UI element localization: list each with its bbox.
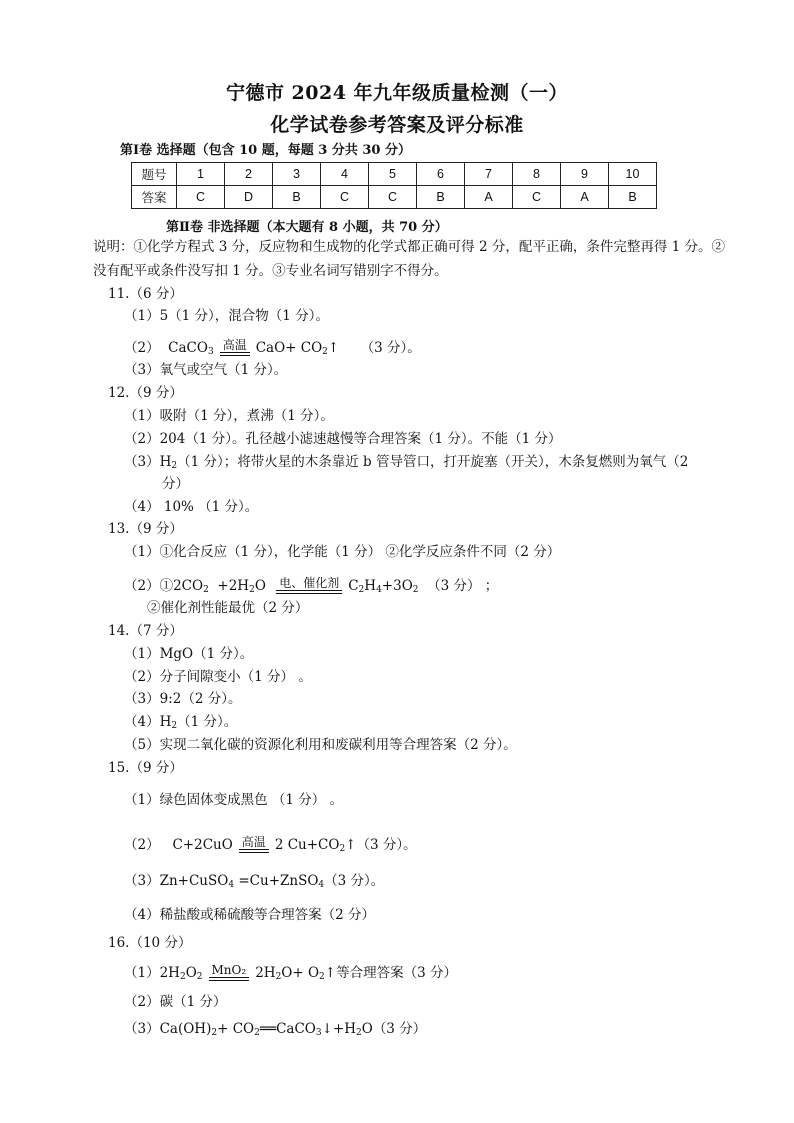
answer-score: （3 分）。 <box>356 837 417 853</box>
table-cell: 8 <box>513 163 561 186</box>
answer-prefix: （2） <box>124 837 160 853</box>
question-13-heading: 13.（9 分） <box>108 521 183 537</box>
table-cell: 3 <box>273 163 321 186</box>
answer-prefix: （3） <box>124 873 160 889</box>
answer-prefix: （4） <box>124 714 160 730</box>
table-cell: 5 <box>369 163 417 186</box>
reaction-condition: MnO₂ <box>209 963 250 986</box>
question-15-answer-2: （2） C+2CuO 高温 2 $Cu+CO_2↑(3$ 分）。 <box>124 835 417 858</box>
answer-score: （3 分） <box>372 1021 427 1037</box>
answer-prefix: （2） <box>124 340 160 356</box>
table-row <box>132 186 657 209</box>
answer-score: 等合理答案（3 分） <box>336 965 457 981</box>
answer-score: （3 分） ； <box>427 578 499 594</box>
answer-prefix: （3） <box>124 454 160 470</box>
table-cell: A <box>561 186 609 209</box>
question-11-answer-2: （2） CaCO$_3$ 高温 $CaO+ CO_2↑$ （3 分）。 <box>124 338 421 361</box>
question-11-answer-3: （3）氧气或空气（1 分）。 <box>124 362 288 378</box>
question-11-heading: 11.（6 分） <box>108 286 183 302</box>
table-cell: B <box>273 186 321 209</box>
table-cell: C <box>369 186 417 209</box>
table-cell: C <box>321 186 369 209</box>
reaction-condition: 电、催化剂 <box>276 576 342 599</box>
page-title: 宁德市 2024 年九年级质量检测（一） <box>225 82 569 104</box>
question-16-answer-2: （2）碳（1 分） <box>124 994 227 1010</box>
answer-score: （3 分）。 <box>324 873 385 889</box>
question-12-heading: 12.（9 分） <box>108 385 183 401</box>
question-16-heading: 16.（10 分） <box>108 935 192 951</box>
table-cell: B <box>417 186 465 209</box>
question-14-answer-3: （3）9:2（2 分）。 <box>124 691 242 707</box>
table-row-label: 答案 <box>132 186 177 209</box>
reaction-condition: 高温 <box>239 835 269 858</box>
question-14-heading: 14.（7 分） <box>108 623 183 639</box>
question-12-answer-3-continued: 分） <box>162 476 189 492</box>
table-cell: 7 <box>465 163 513 186</box>
question-12-answer-2: （2）204（1 分）。孔径越小滤速越慢等合理答案（1 分）。不能（1 分） <box>124 431 562 447</box>
table-cell: D <box>225 186 273 209</box>
section-1-heading: 第Ⅰ卷 选择题（包含 10 题，每题 3 分共 30 分） <box>120 143 411 158</box>
scoring-note: 说明：①化学方程式 3 分，反应物和生成物的化学式都正确可得 2 分，配平正确，条件完整再得 1 分。②没有配平或条件没写扣 1 分。③专业名词写错别字不得分。 <box>93 239 726 279</box>
answer-score: （3 分）。 <box>360 340 421 356</box>
answer-score: （1 分）。 <box>177 714 238 730</box>
table-cell: B <box>609 186 657 209</box>
table-cell: A <box>465 186 513 209</box>
question-13-answer-1: （1）①化合反应（1 分），化学能（1 分） ②化学反应条件不同（2 分） <box>124 544 561 560</box>
question-15-answer-1: （1）绿色固体变成黑色 （1 分） 。 <box>124 792 344 808</box>
table-cell: 10 <box>609 163 657 186</box>
question-13-answer-2-continued: ②催化剂性能最优（2 分） <box>147 600 309 616</box>
question-13-answer-2: $(2)①2CO_2 +2H_2O$ 电、催化剂 $C_2H_4+3O_2$ （3 分） ； <box>124 576 498 599</box>
table-row <box>132 163 657 186</box>
answer-prefix: （2）① <box>124 578 174 594</box>
question-16-answer-3: $(3)Ca(OH)_2+$ $CO_2══CaCO_3↓+H_2O(3$ 分） <box>124 1021 427 1038</box>
table-cell: C <box>177 186 225 209</box>
table-row-label: 题号 <box>132 163 177 186</box>
question-15-answer-4: （4）稀盐酸或稀硫酸等合理答案（2 分） <box>124 907 375 923</box>
answer-prefix: （1） <box>124 965 160 981</box>
table-cell: C <box>513 186 561 209</box>
question-12-answer-3: $(3)H_2(1$ 分）；将带火星的木条靠近 b 管导管口，打开旋塞（开关），木条复燃则为氧气（2 <box>124 454 689 471</box>
table-cell: 6 <box>417 163 465 186</box>
question-14-answer-1: （1）MgO（1 分）。 <box>124 646 254 662</box>
question-15-heading: 15.（9 分） <box>108 760 183 776</box>
reaction-condition: 高温 <box>220 338 250 361</box>
answer-prefix: （1） <box>124 646 160 662</box>
question-14-answer-4: $(4)H_2(1$ 分）。 <box>124 714 238 731</box>
table-cell: 4 <box>321 163 369 186</box>
answer-score: （1 分）。 <box>193 646 254 662</box>
section-2-heading: 第Ⅱ卷 非选择题（本大题有 8 小题，共 70 分） <box>166 220 448 235</box>
question-14-answer-5: （5）实现二氧化碳的资源化利用和废碳利用等合理答案（2 分）。 <box>124 737 517 753</box>
table-cell: 2 <box>225 163 273 186</box>
page-subtitle: 化学试卷参考答案及评分标准 <box>270 114 524 136</box>
question-12-answer-4: （4） 10% （1 分）。 <box>124 499 259 515</box>
question-12-answer-1: （1）吸附（1 分），煮沸（1 分）。 <box>124 408 334 424</box>
table-cell: 1 <box>177 163 225 186</box>
question-11-answer-1: （1）5（1 分），混合物（1 分）。 <box>124 308 329 324</box>
answer-table <box>131 162 657 209</box>
answer-prefix: （3） <box>124 1021 160 1037</box>
table-cell: 9 <box>561 163 609 186</box>
answer-text: （1 分）；将带火星的木条靠近 b 管导管口，打开旋塞（开关），木条复燃则为氧气（2 <box>177 454 689 470</box>
question-15-answer-3: （3）Zn+CuSO$_4$ =Cu+ZnSO$_4$（3 分）。 <box>124 873 385 890</box>
question-14-answer-2: （2）分子间隙变小（1 分） 。 <box>124 669 312 685</box>
question-16-answer-1: $(1)2H_2O_2$ MnO₂ $2H_2O+$ $O_2↑$等合理答案（3 分） <box>124 963 457 986</box>
